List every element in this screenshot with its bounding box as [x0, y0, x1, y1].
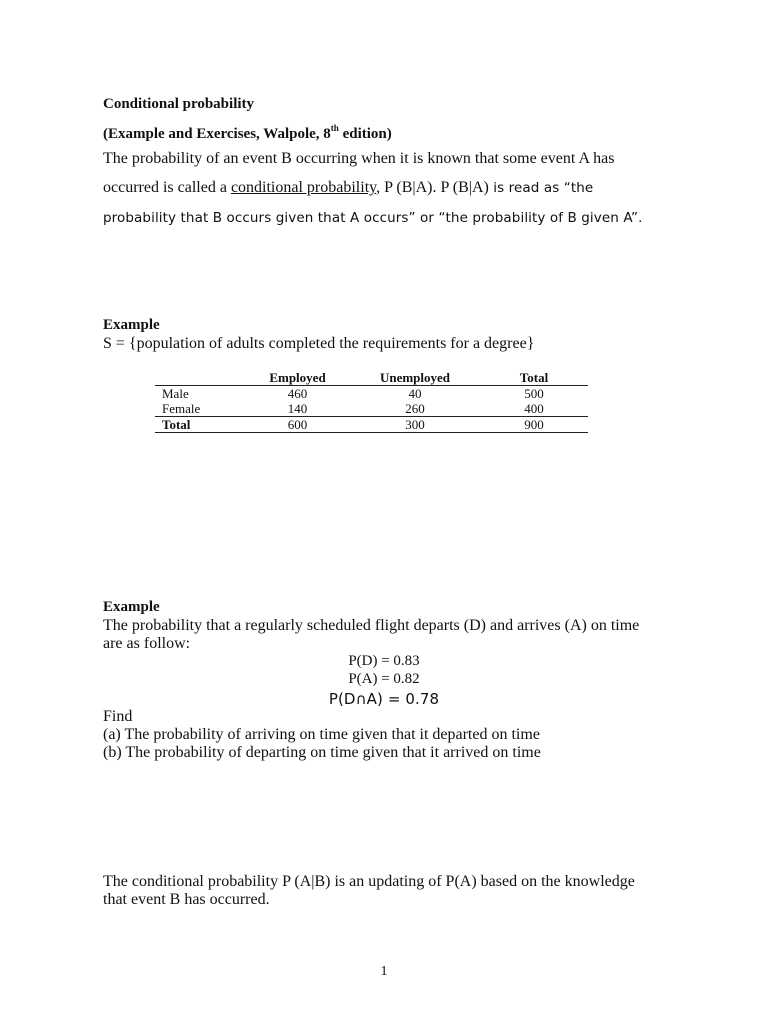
table-header	[155, 370, 245, 386]
subtitle-superscript: th	[330, 123, 339, 133]
table-cell: 300	[350, 417, 480, 433]
subtitle-main: (Example and Exercises, Walpole, 8	[103, 126, 331, 142]
table-cell: 600	[245, 417, 350, 433]
example-2-line-1: The probability that a regularly scheduled flight departs (D) and arrives (A) on time	[103, 617, 640, 634]
table-header: Employed	[245, 370, 350, 386]
definition-line-3: probability that B occurs given that A occurs” or “the probability of B given A”.	[103, 210, 643, 226]
page-number: 1	[380, 964, 388, 979]
question-b: (b) The probability of departing on time given that it arrived on time	[103, 744, 541, 761]
definition-line-2	[103, 179, 593, 197]
subtitle-end: edition)	[338, 126, 392, 142]
table-cell: 400	[524, 401, 544, 416]
table-cell: Female	[162, 401, 201, 416]
table-row	[155, 386, 588, 402]
table-cell: 140	[287, 401, 308, 416]
find-label: Find	[103, 708, 133, 725]
table-row	[155, 401, 588, 417]
definition-line-1: The probability of an event B occurring when it is known that some event A has	[103, 150, 615, 167]
table-header: Unemployed	[350, 370, 480, 386]
table-cell: Total	[155, 417, 245, 433]
table-total-row	[155, 417, 588, 433]
table-cell: 900	[480, 417, 588, 433]
sample-space-text: S = {population of adults completed the requirements for a degree}	[103, 335, 535, 352]
example-1-heading: Example	[103, 317, 160, 333]
closing-line-2: that event B has occurred.	[103, 891, 270, 908]
definition-line-2-pre: occurred is called a	[103, 179, 231, 196]
section-subtitle	[103, 124, 392, 143]
formula-pa: P(A) = 0.82	[348, 671, 420, 687]
section-title: Conditional probability	[103, 96, 255, 112]
closing-line-1: The conditional probability P (A|B) is an updating of P(A) based on the knowledge	[103, 873, 635, 890]
table-cell: 260	[405, 401, 425, 416]
example-2-line-2: are as follow:	[103, 635, 191, 652]
table-cell: 460	[287, 386, 308, 401]
table-cell: Male	[162, 386, 189, 401]
definition-term: conditional probability	[230, 179, 377, 196]
example-2-heading: Example	[103, 599, 160, 615]
question-a: (a) The probability of arriving on time given that it departed on time	[103, 726, 540, 743]
table-cell: 40	[408, 386, 422, 401]
formula-pd: P(D) = 0.83	[348, 653, 420, 669]
table-header: Total	[480, 370, 588, 386]
table-header-row	[155, 370, 588, 386]
contingency-table	[155, 370, 588, 433]
definition-line-2-post: is read as “the	[488, 180, 594, 196]
formula-pda: P(D∩A) = 0.78	[328, 690, 440, 708]
definition-line-2-mid: , P (B|A). P (B|A)	[376, 179, 489, 196]
table-cell: 500	[524, 386, 544, 401]
